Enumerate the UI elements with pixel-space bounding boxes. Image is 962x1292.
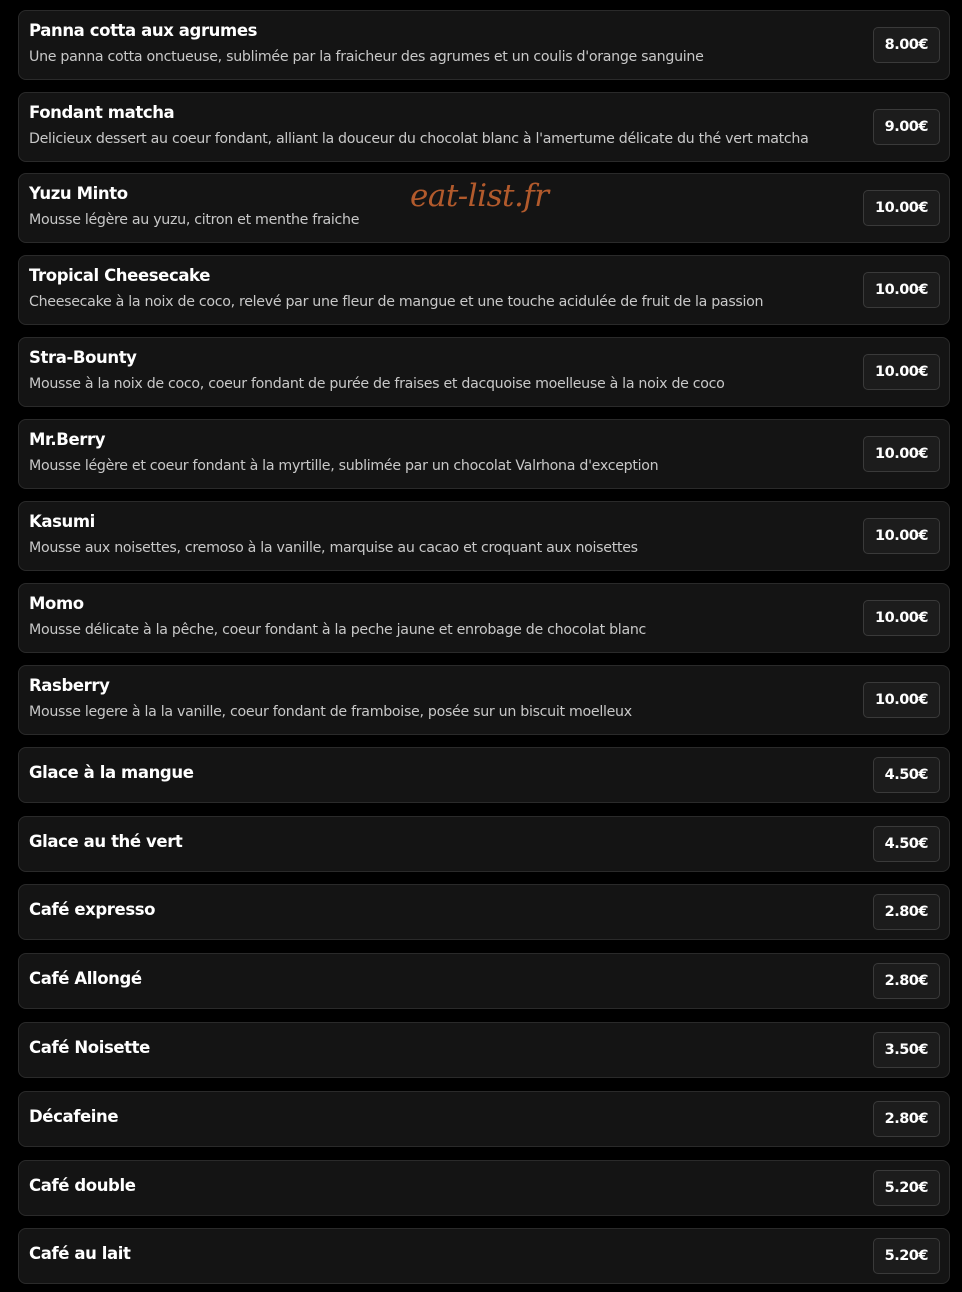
item-name: Panna cotta aux agrumes	[29, 21, 258, 40]
menu-item[interactable]	[18, 501, 950, 571]
item-description: Mousse délicate à la pêche, coeur fondant à la peche jaune et enrobage de chocolat blanc	[29, 622, 647, 638]
menu-item[interactable]	[18, 337, 950, 407]
item-price: 10.00€	[863, 436, 940, 472]
item-name: Rasberry	[29, 676, 110, 695]
item-price: 2.80€	[873, 1101, 940, 1137]
item-price: 5.20€	[873, 1238, 940, 1274]
item-price: 5.20€	[873, 1170, 940, 1206]
item-price: 10.00€	[863, 190, 940, 226]
item-name: Stra-Bounty	[29, 348, 137, 367]
menu-item[interactable]	[18, 953, 950, 1009]
menu-item[interactable]	[18, 1228, 950, 1284]
item-description: Mousse légère au yuzu, citron et menthe fraiche	[29, 212, 360, 228]
menu-item[interactable]	[18, 1022, 950, 1078]
item-name: Café expresso	[29, 900, 156, 919]
item-name: Kasumi	[29, 512, 95, 531]
item-description: Cheesecake à la noix de coco, relevé par une fleur de mangue et une touche acidulée de fruit de la passion	[29, 294, 764, 310]
item-description: Mousse à la noix de coco, coeur fondant de purée de fraises et dacquoise moelleuse à la noix de coco	[29, 376, 725, 392]
item-price: 2.80€	[873, 963, 940, 999]
watermark-text: eat-list.fr	[410, 178, 549, 214]
item-description: Mousse aux noisettes, cremoso à la vanille, marquise au cacao et croquant aux noisettes	[29, 540, 638, 556]
menu-item[interactable]	[18, 1091, 950, 1147]
item-name: Café au lait	[29, 1244, 131, 1263]
menu-item[interactable]	[18, 255, 950, 325]
item-price: 3.50€	[873, 1032, 940, 1068]
item-price: 4.50€	[873, 757, 940, 793]
item-description: Une panna cotta onctueuse, sublimée par la fraicheur des agrumes et un coulis d'orange sanguine	[29, 49, 704, 65]
menu-item[interactable]	[18, 665, 950, 735]
item-name: Café Allongé	[29, 969, 142, 988]
item-price: 2.80€	[873, 894, 940, 930]
menu-item[interactable]	[18, 1160, 950, 1216]
item-name: Glace à la mangue	[29, 763, 194, 782]
menu-item[interactable]	[18, 816, 950, 872]
item-price: 10.00€	[863, 600, 940, 636]
item-name: Café Noisette	[29, 1038, 150, 1057]
menu-item[interactable]	[18, 92, 950, 162]
menu-item[interactable]	[18, 747, 950, 803]
item-name: Tropical Cheesecake	[29, 266, 210, 285]
menu-item[interactable]	[18, 10, 950, 80]
item-price: 8.00€	[873, 27, 940, 63]
item-name: Café double	[29, 1176, 136, 1195]
item-description: Mousse légère et coeur fondant à la myrtille, sublimée par un chocolat Valrhona d'exception	[29, 458, 659, 474]
item-price: 4.50€	[873, 826, 940, 862]
item-name: Glace au thé vert	[29, 832, 183, 851]
item-name: Fondant matcha	[29, 103, 175, 122]
item-price: 10.00€	[863, 354, 940, 390]
item-price: 10.00€	[863, 518, 940, 554]
item-name: Décafeine	[29, 1107, 119, 1126]
item-price: 10.00€	[863, 272, 940, 308]
item-name: Yuzu Minto	[29, 184, 128, 203]
item-name: Mr.Berry	[29, 430, 106, 449]
item-price: 10.00€	[863, 682, 940, 718]
menu-item[interactable]	[18, 884, 950, 940]
menu-item[interactable]	[18, 583, 950, 653]
item-description: Mousse legere à la la vanille, coeur fondant de framboise, posée sur un biscuit moelleux	[29, 704, 632, 720]
item-description: Delicieux dessert au coeur fondant, alliant la douceur du chocolat blanc à l'amertume délicate du thé vert matcha	[29, 131, 809, 147]
item-name: Momo	[29, 594, 84, 613]
item-price: 9.00€	[873, 109, 940, 145]
menu-item[interactable]	[18, 419, 950, 489]
